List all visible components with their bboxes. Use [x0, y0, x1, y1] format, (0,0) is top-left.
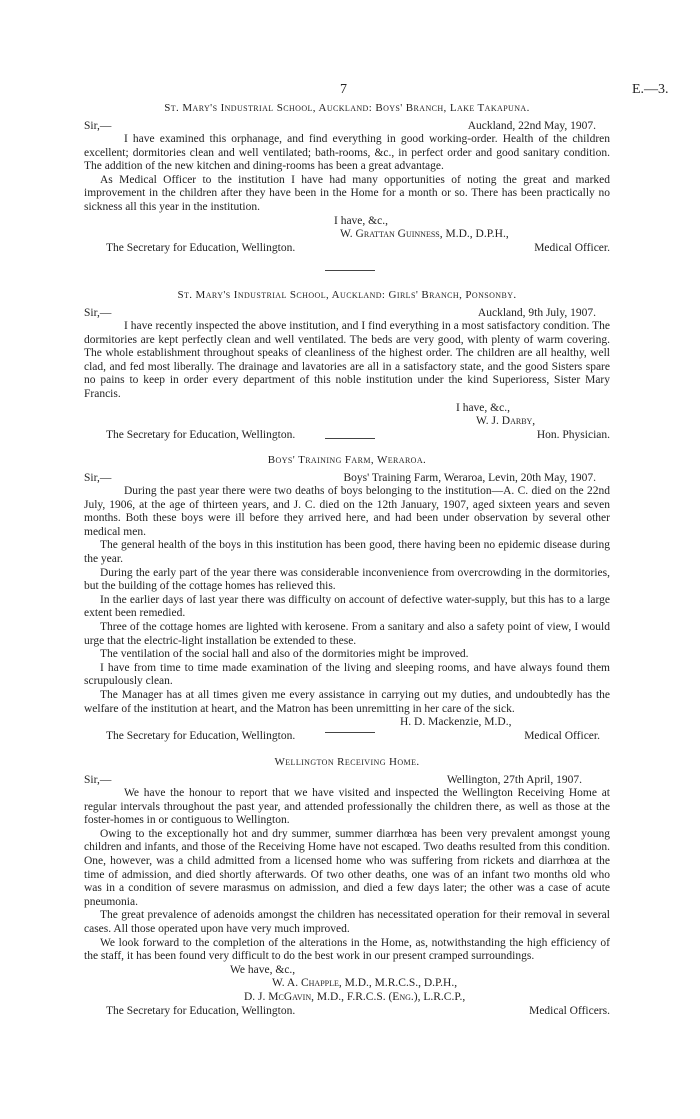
salutation: Sir,—	[84, 307, 112, 319]
paragraph: The great prevalence of adenoids amongst the children has necessitated operation for their removal in several cases. All those operated upon have very much improved.	[84, 909, 610, 935]
page-number: 7	[340, 82, 347, 97]
report-boys-training-farm	[84, 454, 610, 743]
signature: W. A. Chapple, M.D., M.R.C.S., D.P.H.,	[272, 977, 458, 990]
paragraph: In the earlier days of last year there was difficulty on account of defective water-supply, but this has to a large extent been remedied.	[84, 593, 610, 620]
paragraph: The general health of the boys in this institution has been good, there having been no epidemic disease during the year.	[84, 539, 610, 565]
section-title: Wellington Receiving Home.	[274, 756, 420, 768]
section-title: St. Mary's Industrial School, Auckland: Girls' Branch, Ponsonby.	[177, 289, 517, 301]
place-date: Auckland, 9th July, 1907.	[477, 307, 596, 319]
paragraph: I have examined this orphanage, and find everything in good working-order. Health of the children excellent; dormitories clean and well ventilated; bath-rooms, &c., in perfect order and good sanitary condition. The addition of the new kitchen and dining-rooms has been a great advantage.	[84, 133, 610, 173]
section-title: St. Mary's Industrial School, Auckland: Boys' Branch, Lake Takapuna.	[164, 102, 530, 114]
signature: D. J. McGavin, M.D., F.R.C.S. (Eng.), L.R.C.P.,	[244, 990, 466, 1003]
signatory-role: Medical Officers.	[529, 1004, 610, 1017]
paragraph: The ventilation of the social hall and also of the dormitories might be improved.	[100, 648, 469, 661]
addressee: The Secretary for Education, Wellington.	[106, 1004, 296, 1017]
paragraph: The Manager has at all times given me every assistance in carrying out my duties, and undoubtedly has the welfare of the institution at heart, and the Matron has been unremitting in her care of the sick.	[84, 688, 610, 715]
salutation: Sir,—	[84, 774, 112, 786]
paragraph: I have recently inspected the above institution, and I find everything in a most satisfactory condition. The dormitories are kept perfectly clean and well ventilated. The beds are very good, with plenty of warm covering. The whole establishment throughout speaks of cleanliness of the highest order. The children are all healthy, well clad, and fed most liberally. The drainage and lavatories are all in a satisfactory state, and the good Sisters spare no pains to keep in order every department of this noble institution under the kind Superioress, Sister Mary Francis.	[84, 320, 610, 400]
addressee: The Secretary for Education, Wellington.	[106, 428, 296, 441]
paragraph: As Medical Officer to the institution I have had many opportunities of noting the great and marked improvement in the children after they have been in the Home for a month or so. There has been practically no sickness all this year in the institution.	[84, 173, 610, 213]
addressee: The Secretary for Education, Wellington.	[106, 729, 296, 742]
paragraph: We look forward to the completion of the alterations in the Home, as, notwithstanding the high efficiency of the staff, it has been found very difficult to do the best work in our present cramped surroundings.	[84, 936, 610, 963]
section-divider	[325, 732, 375, 733]
section-title: Boys' Training Farm, Weraroa.	[267, 454, 427, 466]
signature: W. Grattan Guinness, M.D., D.P.H.,	[340, 228, 509, 241]
report-wellington-receiving-home	[84, 756, 610, 1018]
closing: I have, &c.,	[334, 214, 388, 227]
signatory-role: Hon. Physician.	[536, 428, 610, 441]
closing: We have, &c.,	[230, 963, 296, 976]
addressee: The Secretary for Education, Wellington.	[106, 241, 296, 254]
paragraph: We have the honour to report that we have visited and inspected the Wellington Receiving Home at regular intervals throughout the past year, and attended professionally the children there, as well as those at the foster-homes in or contiguous to Wellington.	[84, 787, 610, 827]
paragraph: Three of the cottage homes are lighted with kerosene. From a sanitary and also a safety point of view, I would urge that the electric-light installation be extended to these.	[84, 620, 610, 647]
signatory-role: Medical Officer.	[534, 241, 610, 254]
closing: I have, &c.,	[456, 401, 510, 414]
place-date: Auckland, 22nd May, 1907.	[467, 120, 596, 132]
paragraph: During the early part of the year there was considerable inconvenience from overcrowding in the dormitories, but the building of the cottage homes has relieved this.	[84, 566, 610, 593]
paragraph: During the past year there were two deaths of boys belonging to the institution—A. C. died on the 22nd July, 1906, at the age of thirteen years, and J. C. died on the 12th January, 1907, aged sixteen years and seven months. Both these boys were ill before they arrived here, and had been under observation by several other medical men.	[84, 485, 610, 538]
signature: H. D. Mackenzie, M.D.,	[400, 716, 512, 729]
paragraph: Owing to the exceptionally hot and dry summer, summer diarrhœa has been very prevalent amongst young children and infants, and those of the Receiving Home have not escaped. Two deaths resulted from this condition. One, however, was a child admitted from a licensed home who was suffering from rickets and diarrhœa at the time of admission, and died shortly afterwards. Of two other deaths, one was of an infant two months old who was in a condition of severe marasmus on admission, and died a few days later; the other was a case of acute pneumonia.	[84, 827, 610, 908]
page-reference: E.—3.	[632, 82, 669, 97]
signature: W. J. Darby,	[476, 415, 536, 428]
salutation: Sir,—	[84, 472, 112, 484]
report-girls-branch-ponsonby	[84, 289, 610, 442]
report-boys-branch-takapuna	[84, 102, 610, 255]
paragraph: I have from time to time made examination of the living and sleeping rooms, and have always found them scrupulously clean.	[84, 661, 610, 688]
section-divider	[325, 438, 375, 439]
salutation: Sir,—	[84, 120, 112, 132]
place-date: Wellington, 27th April, 1907.	[446, 774, 582, 786]
place-date: Boys' Training Farm, Weraroa, Levin, 20th May, 1907.	[343, 472, 596, 484]
section-divider	[325, 270, 375, 271]
signatory-role: Medical Officer.	[524, 729, 600, 742]
